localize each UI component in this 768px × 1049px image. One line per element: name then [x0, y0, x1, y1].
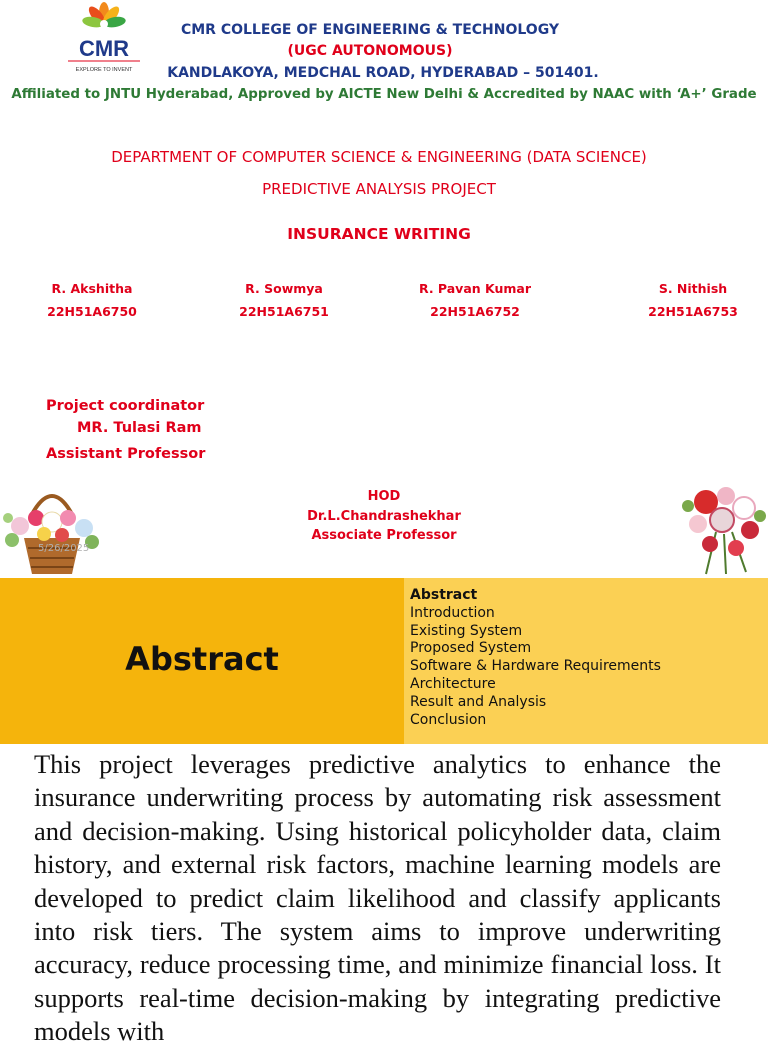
toc-item-requirements: Software & Hardware Requirements	[410, 658, 661, 675]
department-name: DEPARTMENT OF COMPUTER SCIENCE & ENGINEERING (DATA SCIENCE)	[111, 148, 647, 166]
member-roll: 22H51A6750	[47, 304, 137, 319]
toc-item-proposed-system: Proposed System	[410, 640, 532, 657]
project-type: PREDICTIVE ANALYSIS PROJECT	[262, 180, 496, 198]
toc-item-architecture: Architecture	[410, 675, 496, 692]
section-title-panel	[0, 578, 404, 744]
hod-role: HOD	[367, 489, 401, 504]
section-header-band	[0, 578, 768, 744]
date-watermark: 5/26/2025	[38, 543, 90, 554]
toc-item-result-analysis: Result and Analysis	[410, 693, 547, 710]
college-affiliation: Affiliated to JNTU Hyderabad, Approved by AICTE New Delhi & Accredited by NAAC with ‘A+’ Grade	[11, 87, 757, 102]
member-name: S. Nithish	[658, 281, 728, 296]
member-roll: 22H51A6753	[648, 304, 738, 319]
member-roll: 22H51A6751	[239, 304, 329, 319]
logo-text: CMR	[78, 36, 130, 61]
toc-item-abstract: Abstract	[410, 587, 478, 603]
logo-tagline: EXPLORE TO INVENT	[75, 67, 133, 73]
coordinator-role: Project coordinator	[46, 398, 205, 414]
college-address: KANDLAKOYA, MEDCHAL ROAD, HYDERABAD – 501401.	[167, 65, 599, 81]
toc-item-introduction: Introduction	[410, 604, 495, 621]
project-title: INSURANCE WRITING	[287, 225, 471, 243]
member-roll: 22H51A6752	[430, 304, 520, 319]
college-status: (UGC AUTONOMOUS)	[287, 43, 453, 59]
team-member	[12, 277, 172, 323]
college-name: CMR COLLEGE OF ENGINEERING & TECHNOLOGY	[180, 22, 560, 38]
member-name: R. Sowmya	[245, 281, 323, 296]
cmr-logo	[56, 2, 152, 74]
hod-designation: Associate Professor	[311, 528, 457, 543]
hod-block	[234, 487, 534, 546]
toc-item-existing-system: Existing System	[410, 622, 523, 639]
team-member	[613, 277, 768, 323]
coordinator-designation: Assistant Professor	[46, 446, 206, 462]
abstract-paragraph: This project leverages predictive analytics to enhance the insurance underwriting process by automating risk assessment and decision-making. Using historical policyholder data, claim history, and external risk factors, machine learning models are developed to predict claim likelihood and classify applicants into risk tiers. The system aims to improve underwriting accuracy, reduce processing time, and minimize financial loss. It supports real-time decision-making by integrating predictive models with	[34, 749, 721, 1047]
hod-name: Dr.L.Chandrashekhar	[307, 508, 461, 524]
coordinator-name: MR. Tulasi Ram	[77, 420, 202, 436]
member-name: R. Pavan Kumar	[418, 281, 532, 296]
team-member	[204, 277, 364, 323]
section-title: Abstract	[125, 640, 279, 678]
flower-bouquet-image	[676, 482, 768, 576]
member-name: R. Akshitha	[51, 281, 133, 296]
toc-item-conclusion: Conclusion	[410, 711, 487, 728]
flower-basket-image	[0, 478, 104, 576]
table-of-contents	[410, 587, 661, 729]
team-member	[395, 277, 555, 323]
